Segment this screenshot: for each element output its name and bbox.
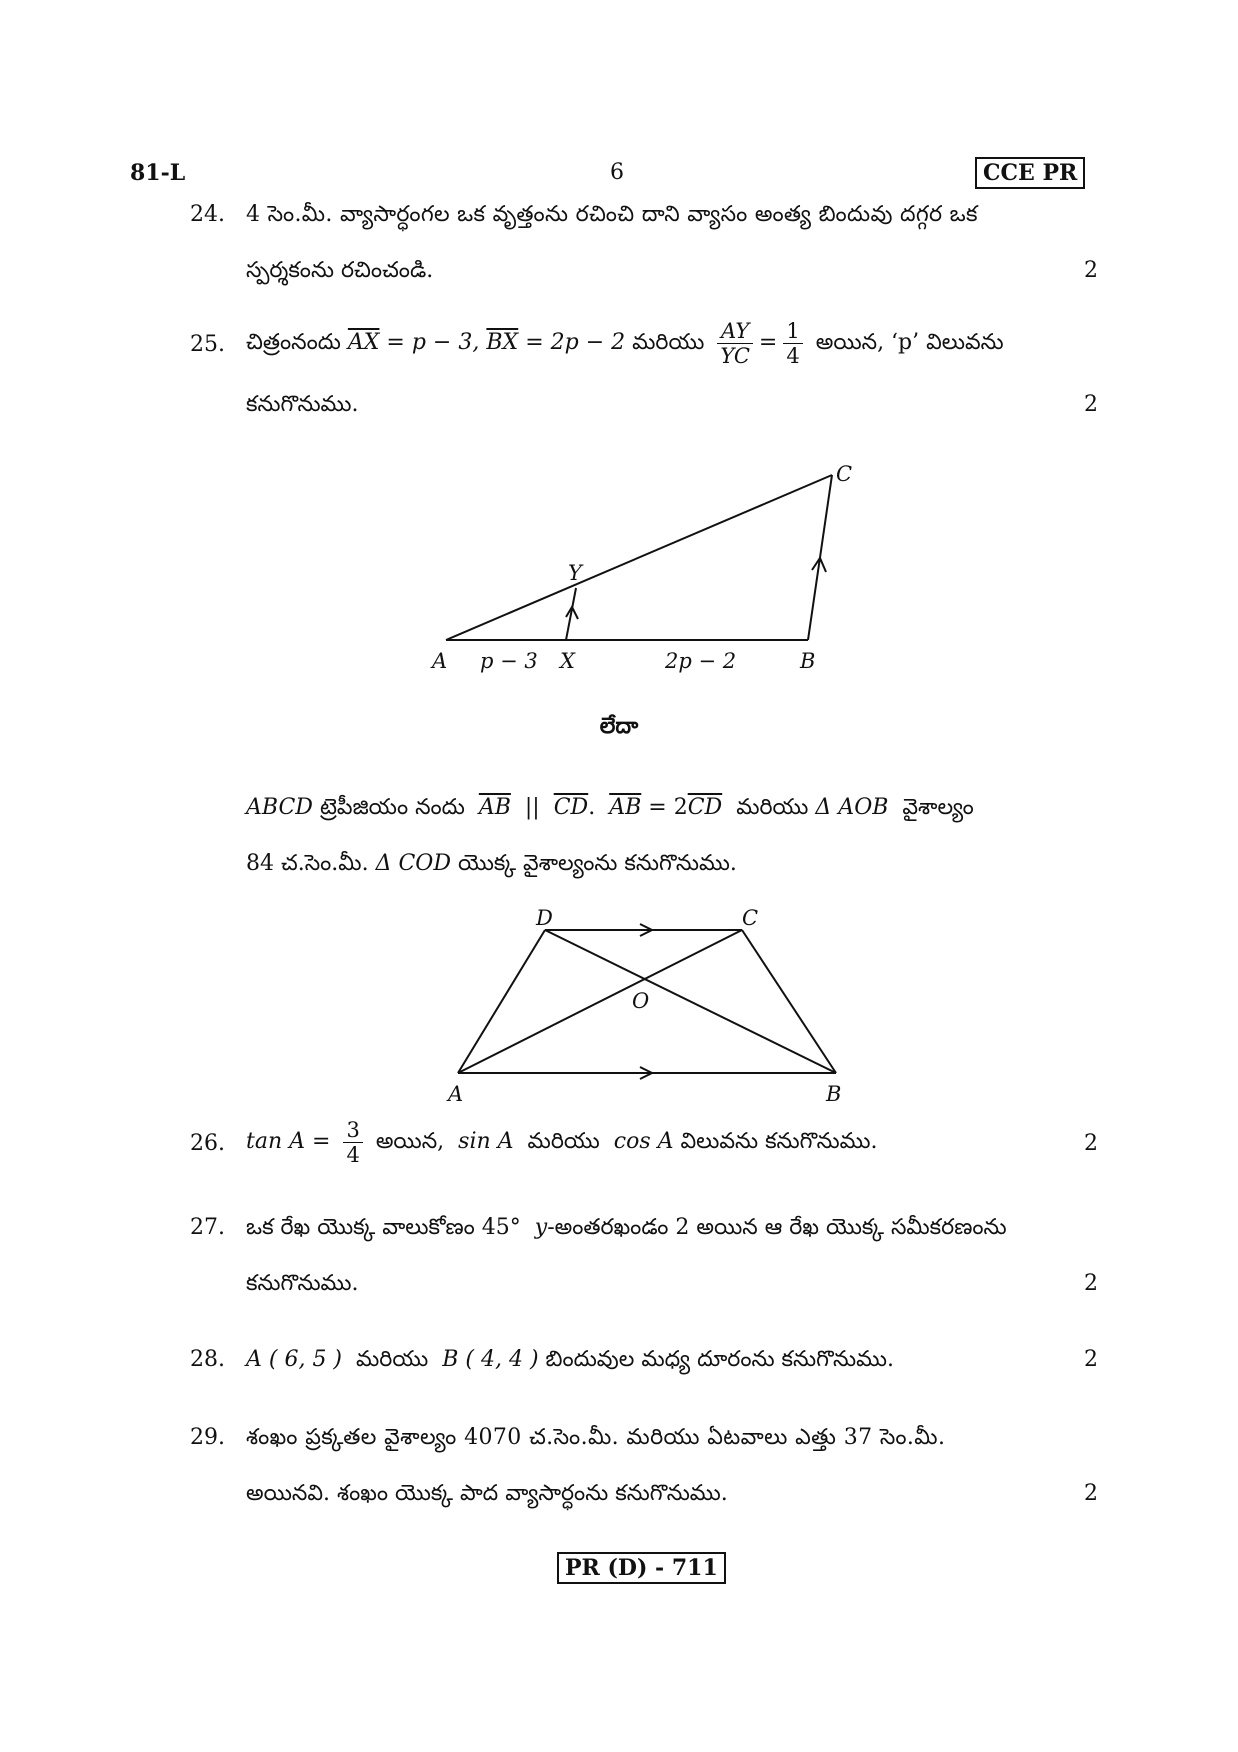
q25b-tri1: Δ AOB <box>815 795 889 820</box>
q26-and: మరియు <box>527 1129 600 1154</box>
q28-point-b: B ( 4, 4 ) <box>442 1347 539 1372</box>
q27-text1b: -అంతరఖండం 2 అయిన ఆ రేఖ యొక్క సమీకరణంను <box>547 1215 1007 1240</box>
q25-bx: $\overline{BX}$ <box>486 330 519 355</box>
q26-text1: అయిన, <box>375 1129 445 1154</box>
q27-number: 27. <box>190 1215 225 1240</box>
q26-text2: విలువను కనుగొనుము. <box>680 1129 878 1154</box>
q27-text1: ఒక రేఖ యొక్క వాలుకోణం 45° <box>246 1215 521 1240</box>
or-label: లేదా <box>599 713 639 739</box>
q27-line2: కనుగొనుము. <box>246 1271 359 1296</box>
triangle-figure <box>420 455 860 685</box>
label-c: C <box>742 906 759 930</box>
label-seg2: 2p − 2 <box>665 649 737 673</box>
q25-quarter <box>783 319 802 368</box>
q26-tan: tan A = <box>246 1129 331 1154</box>
q25-marks: 2 <box>1084 392 1098 417</box>
q28-text: బిందువుల మధ్య దూరంను కనుగొనుము. <box>545 1347 894 1372</box>
q26-number: 26. <box>190 1131 225 1156</box>
q25b-line2 <box>246 851 1108 881</box>
q27-line1 <box>246 1215 1108 1245</box>
label-d: D <box>536 906 553 930</box>
page-number: 6 <box>610 160 624 185</box>
label-o: O <box>632 989 650 1013</box>
q25-line2: కనుగొనుము. <box>246 392 359 417</box>
series-box: CCE PR <box>975 157 1085 189</box>
q25b-cd: $\overline{CD}$ <box>553 795 589 820</box>
label-a: A <box>432 649 448 673</box>
q25-and: మరియు <box>632 330 705 355</box>
label-y: Y <box>568 561 582 585</box>
q25-one: 1 <box>783 319 802 344</box>
q25-eq3: = <box>758 330 778 355</box>
q28-line <box>246 1347 1108 1377</box>
q25-line1 <box>246 318 1108 368</box>
q28-point-a: A ( 6, 5 ) <box>246 1347 343 1372</box>
label-b: B <box>826 1082 842 1105</box>
q25-ax: $\overline{AX}$ <box>347 330 380 355</box>
q27-marks: 2 <box>1084 1271 1098 1296</box>
q26-line <box>246 1117 1108 1167</box>
q25b-ab: $\overline{AB}$ <box>478 795 511 820</box>
q25b-line2a: 84 చ.సెం.మీ. <box>246 851 369 876</box>
q29-number: 29. <box>190 1425 225 1450</box>
side-bc <box>742 930 836 1073</box>
q26-fraction <box>343 1118 362 1167</box>
q25b-tri2: Δ COD <box>375 851 451 876</box>
q28-number: 28. <box>190 1347 225 1372</box>
q25-eq1: = p − 3, <box>379 330 480 355</box>
q26-num: 3 <box>343 1118 362 1143</box>
q25b-cd2: $\overline{CD}$ <box>687 795 723 820</box>
q28-and: మరియు <box>356 1347 429 1372</box>
q25b-abcd: ABCD <box>246 795 313 820</box>
side-ac <box>446 475 832 640</box>
q25b-eq: = 2 <box>648 795 688 820</box>
q25-yc: YC <box>720 343 750 368</box>
q24-line2: స్పర్శకంను రచించండి. <box>246 258 434 283</box>
q25b-line1 <box>246 795 1108 825</box>
q25-text2: అయిన, ‘p’ విలువను <box>815 330 1004 355</box>
q25-four: 4 <box>786 343 800 368</box>
q25b-par: || <box>524 795 540 820</box>
q25b-ab2: $\overline{AB}$ <box>609 795 642 820</box>
q27-y: y <box>534 1215 548 1240</box>
q25-text1: చిత్రంనందు <box>246 330 341 355</box>
q28-marks: 2 <box>1084 1347 1098 1372</box>
q26-sin: sin A <box>458 1129 514 1154</box>
label-a: A <box>448 1082 464 1105</box>
q25b-line2b: యొక్క వైశాల్యంను కనుగొనుము. <box>457 851 737 876</box>
q24-marks: 2 <box>1084 258 1098 283</box>
label-b: B <box>800 649 816 673</box>
footer-code: PR (D) - 711 <box>557 1552 726 1584</box>
label-x: X <box>560 649 575 673</box>
q25-number: 25. <box>190 332 225 357</box>
diagonal-bd <box>545 930 836 1073</box>
q25-ratio <box>717 319 753 368</box>
label-c: C <box>836 462 853 486</box>
q25-ay: AY <box>717 319 753 344</box>
q25b-trap: ట్రెపీజియం నందు <box>319 795 465 820</box>
label-seg1: p − 3 <box>480 649 538 673</box>
q29-line2: అయినవి. శంఖం యొక్క పాద వ్యాసార్ధంను కనుగొనుము. <box>246 1481 728 1506</box>
q24-number: 24. <box>190 202 225 227</box>
q29-line1: శంఖం ప్రక్కతల వైశాల్యం 4070 చ.సెం.మీ. మరియు ఏటవాలు ఎత్తు 37 సెం.మీ. <box>246 1425 946 1450</box>
q25b-dot: . <box>588 795 596 820</box>
paper-code: 81-L <box>130 160 186 186</box>
q26-den: 4 <box>346 1142 360 1167</box>
q26-marks: 2 <box>1084 1131 1098 1156</box>
q29-marks: 2 <box>1084 1481 1098 1506</box>
q25b-area: వైశాల్యం <box>902 795 974 820</box>
q24-line1: 4 సెం.మీ. వ్యాసార్ధంగల ఒక వృత్తంను రచించి దాని వ్యాసం అంత్య బిందువు దగ్గర ఒక <box>246 202 978 227</box>
q25-eq2: = 2p − 2 <box>518 330 626 355</box>
q25b-and: మరియు <box>736 795 809 820</box>
trapezium-figure <box>440 905 860 1105</box>
q26-cos: cos A <box>613 1129 674 1154</box>
